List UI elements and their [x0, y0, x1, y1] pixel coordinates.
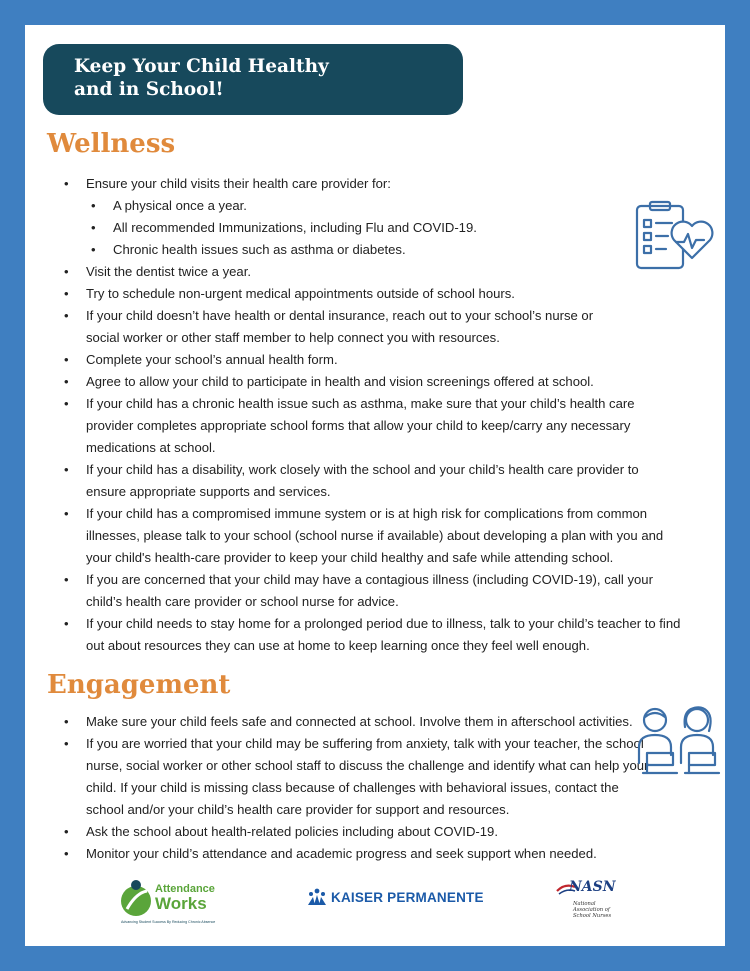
attendance-works-line2: Works: [155, 894, 207, 913]
attendance-works-line1: Attendance: [155, 883, 215, 895]
page: [25, 25, 725, 946]
list-item: • Make sure your child feels safe and connected at school. Involve them in afterschool activities.: [61, 711, 681, 733]
list-item: • Monitor your child’s attendance and academic progress and seek support when needed.: [61, 843, 661, 865]
list-item: • Try to schedule non-urgent medical appointments outside of school hours.: [61, 283, 681, 305]
list-item: • Complete your school’s annual health form.: [61, 349, 681, 371]
list-item: • If you are worried that your child may be suffering from anxiety, talk with your teacher, the school nurse, social worker or other school staff to discuss the challenge and identify what can help your child. If your child is missing class because of challenges with behavioral issues, contact the school and/or your child’s health care provider for support and resources.: [61, 733, 651, 821]
engagement-heading: Engagement: [47, 670, 231, 700]
kaiser-sunburst-icon: [305, 887, 329, 907]
attendance-works-mark-icon: [119, 875, 153, 921]
list-item: • All recommended Immunizations, including Flu and COVID-19.: [61, 217, 681, 239]
title-line-2: and in School!: [74, 79, 224, 100]
nasn-name: NASN: [569, 879, 616, 895]
attendance-works-tagline: Advancing Student Success By Reducing Chronic Absence: [121, 920, 216, 924]
list-item: • If your child has a disability, work closely with the school and your child’s health care provider to ensure appropriate supports and services.: [61, 459, 681, 503]
list-item: • Visit the dentist twice a year.: [61, 261, 681, 283]
list-item: • Ask the school about health-related policies including about COVID-19.: [61, 821, 661, 843]
kaiser-permanente-logo: [305, 887, 484, 911]
wellness-heading: Wellness: [47, 129, 176, 159]
students-at-desks-icon: [633, 705, 721, 785]
list-item: • Ensure your child visits their health care provider for:: [61, 173, 681, 195]
title-banner: [43, 44, 463, 115]
nasn-subtitle: National Association of School Nurses: [573, 901, 612, 919]
kaiser-permanente-name: KAISER PERMANENTE: [331, 890, 484, 905]
attendance-works-logo: [117, 873, 227, 931]
wellness-list: [61, 173, 681, 657]
engagement-list: [61, 711, 661, 865]
title-line-1: Keep Your Child Healthy: [74, 56, 329, 77]
list-item: • If you are concerned that your child may have a contagious illness (including COVID-19), call your child’s health care provider or school nurse for advice.: [61, 569, 681, 613]
footer-logos: [25, 873, 725, 933]
clipboard-heart-icon: [632, 200, 716, 272]
list-item: • Chronic health issues such as asthma or diabetes.: [61, 239, 681, 261]
list-item: • Agree to allow your child to participate in health and vision screenings offered at school.: [61, 371, 681, 393]
list-item: • If your child doesn’t have health or dental insurance, reach out to your school’s nurse or social worker or other staff member to help connect you with resources.: [61, 305, 601, 349]
list-item: • If your child has a compromised immune system or is at high risk for complications from common illnesses, please talk to your school (school nurse if available) about developing a plan with you and your child's health-care provider to keep your child healthy and safe while attending school.: [61, 503, 681, 569]
list-item: • A physical once a year.: [61, 195, 681, 217]
nasn-logo: [555, 879, 625, 929]
list-item: • If your child needs to stay home for a prolonged period due to illness, talk to your child’s teacher to find out about resources they can use at home to keep learning once they feel well enough.: [61, 613, 681, 657]
list-item: • If your child has a chronic health issue such as asthma, make sure that your child’s health care provider completes appropriate school forms that allow your child to keep/carry any necessary medications at school.: [61, 393, 681, 459]
